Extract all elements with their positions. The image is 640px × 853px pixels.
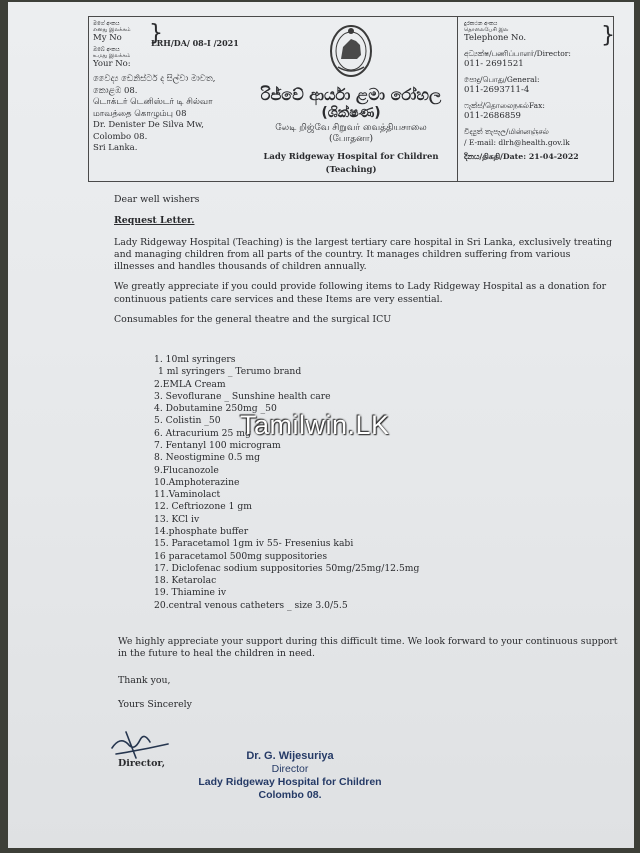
list-item: 19. Thiamine iv: [154, 587, 227, 599]
hospital-teaching-sinhala: (ශික්ෂණ): [321, 105, 381, 121]
address-line-6: Colombo 08.: [93, 131, 148, 142]
my-no-tiny-2: எனது இலக்கம்: [93, 27, 131, 33]
stamp-hospital: Lady Ridgeway Hospital for Children: [198, 776, 382, 788]
list-item: 20.central venous catheters _ size 3.0/5.5: [154, 599, 348, 611]
letter-date: දිනය/திகதி/Date: 21-04-2022: [464, 151, 579, 161]
list-item: 11.Vaminolact: [154, 489, 221, 501]
national-emblem-icon: [328, 21, 374, 79]
address-line-5: Dr. Denister De Silva Mw,: [93, 120, 205, 130]
brace-icon: }: [149, 21, 163, 46]
list-item: 8. Neostigmine 0.5 mg: [154, 452, 260, 464]
list-item: 7. Fentanyl 100 microgram: [154, 439, 281, 451]
hospital-name-tamil: லேடி றிஜ்வே சிறுவர் வைத்தியசாலை: [275, 123, 427, 133]
list-item: 6. Atracurium 25 mg: [154, 427, 251, 439]
your-no-label: Your No:: [93, 58, 131, 69]
email-label: විද්‍යුත් තැපෑල/மின்னஞ்சல்: [464, 126, 549, 136]
email-address: / E-mail: dlrh@health.gov.lk: [464, 138, 570, 147]
watermark-text: Tamilwin.LK: [240, 410, 390, 440]
list-item: 1 ml syringers _ Terumo brand: [158, 366, 302, 378]
paragraph-2: We greatly appreciate if you could provide following items to Lady Ridgeway Hospital as a donation for continuous patients care services and these Items are very essential.: [114, 281, 607, 305]
list-item: 14.phosphate buffer: [154, 525, 249, 537]
paragraph-1: Lady Ridgeway Hospital (Teaching) is the largest tertiary care hospital in Sri Lanka, exclusively treating and managing children from all parts of the country. It manages children suffering from various illnesses and handles thousands of children annually.: [114, 236, 612, 273]
list-item: 3. Sevoflurane _ Sunshine health care: [154, 390, 331, 402]
thank-you: Thank you,: [118, 674, 171, 686]
phone-tiny-2: தொலைபேசி இல: [464, 27, 509, 33]
list-heading: Consumables for the general theatre and the surgical ICU: [114, 314, 392, 326]
phone-tiny-1: දුරකථන අංකය: [464, 21, 498, 27]
list-item: 1. 10ml syringers: [154, 354, 236, 365]
list-item: 2.EMLA Cream: [154, 378, 226, 390]
director-phone: 011- 2691521: [464, 59, 524, 69]
director-stamp: [190, 750, 390, 802]
general-phone: 011-2693711-4: [464, 85, 530, 95]
closing-paragraph: We highly appreciate your support during this difficult time. We look forward to your continuous support in the future to heal the children in need.: [118, 636, 618, 660]
list-item: 4. Dobutamine 250mg _50: [154, 403, 277, 415]
list-item: 16 paracetamol 500mg suppositories: [154, 550, 328, 562]
telephone-label: Telephone No.: [464, 33, 527, 43]
director-label: අධ්‍යක්ෂ/பணிப்பாளர்/Director:: [464, 48, 571, 58]
my-no-label: My No: [93, 33, 122, 43]
address-line-7: Sri Lanka.: [93, 143, 138, 153]
hospital-name-sinhala: රිජ්වේ ආර්යා ළමා රෝහල: [260, 85, 442, 104]
letter-paper: [8, 2, 634, 848]
subject: Request Letter.: [114, 215, 195, 227]
list-item: 13. KCl iv: [154, 513, 200, 525]
stamp-role: Director: [271, 763, 309, 775]
your-no-tiny-2: உமது இலக்கம்: [93, 52, 131, 59]
list-item: 12. Ceftriozone 1 gm: [154, 501, 252, 513]
my-no-tiny-1: මගේ අංකය: [93, 21, 120, 27]
stamp-name: Dr. G. Wijesuriya: [246, 750, 334, 762]
your-no-tiny-1: ඔබේ අංකය: [93, 46, 120, 53]
list-item: 5. Colistin _50: [154, 415, 221, 427]
fax-number: 011-2686859: [464, 111, 521, 121]
general-label: පොදු/பொது/General:: [464, 74, 540, 84]
stamp-city: Colombo 08.: [258, 789, 322, 801]
signature-icon: [106, 718, 176, 762]
item-list: [154, 354, 419, 612]
hospital-name-english: [247, 151, 455, 177]
list-item: 10.Amphoterazine: [154, 476, 240, 488]
fax-label: ෆැක්ස්/தொலைநகல்Fax:: [464, 100, 545, 110]
my-no-value: LRH/DA/ 08-I /2021: [151, 38, 239, 48]
address-line-1: වෛද්‍ය ඩෙනිස්ටර් ද සිල්වා මාවත,: [93, 74, 216, 84]
hospital-name-english-line: Lady Ridgeway Hospital for Children: [263, 152, 439, 162]
list-item: 18. Ketarolac: [154, 575, 217, 587]
letterhead: [88, 16, 614, 182]
letter-body: [114, 194, 614, 326]
closing-section: [118, 636, 618, 711]
list-item: 9.Flucanozole: [154, 464, 219, 476]
address-line-4: மாவத்தை கொழும்பு 08: [93, 108, 187, 119]
list-item: 15. Paracetamol 1gm iv 55- Fresenius kabi: [154, 538, 354, 550]
hospital-teaching-tamil: (போதனா): [328, 134, 374, 144]
director-signoff: Director,: [118, 758, 166, 769]
list-item: 17. Diclofenac sodium suppositories 50mg/25mg/12.5mg: [154, 562, 420, 574]
yours-sincerely: Yours Sincerely: [118, 698, 192, 710]
salutation: Dear well wishers: [114, 194, 200, 205]
address-line-2: කොළඹ 08.: [93, 85, 138, 96]
hospital-teaching-english: (Teaching): [325, 165, 377, 175]
letterhead-center: [247, 17, 455, 181]
letterhead-right: [457, 17, 613, 181]
brace-icon: }: [601, 23, 615, 48]
address-line-3: டொக்டர் டெனிஸ்டர் டி சில்வா: [93, 97, 213, 107]
